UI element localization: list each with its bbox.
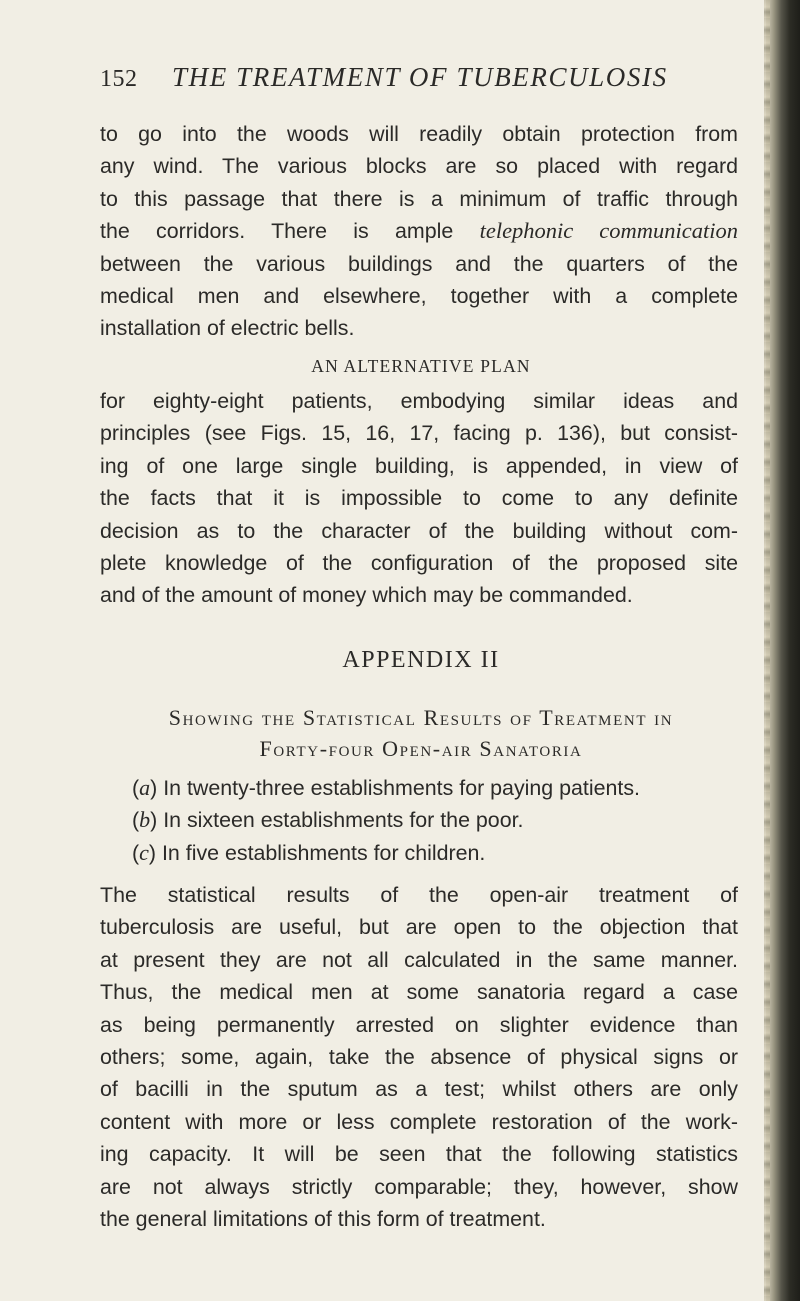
text-line: of bacilli in the sputum as a test; whilst others are only: [100, 1077, 738, 1102]
text-line: to go into the woods will readily obtain protection from: [100, 122, 738, 146]
text-line: to this passage that there is a minimum of traffic through: [100, 186, 738, 211]
text-line: as being permanently arrested on slighter evidence than: [100, 1012, 738, 1037]
text-line: tuberculosis are useful, but are open to the objection that: [100, 915, 738, 940]
section-subheading: AN ALTERNATIVE PLAN: [311, 356, 531, 376]
text-line: are not always strictly comparable; they, however, show: [100, 1174, 738, 1199]
appendix-heading-line: Forty-four Open-air Sanatoria: [259, 736, 583, 761]
list-item: (c) In five establishments for children.: [132, 839, 486, 865]
establishment-list: [132, 772, 738, 869]
appendix-heading-line: Showing the Statistical Results of Treatment in: [168, 705, 674, 730]
page-number: 152: [100, 66, 138, 92]
list-item: (a) In twenty-three establishments for paying patients.: [132, 775, 640, 800]
text-fragment: the corridors. There is ample: [100, 219, 480, 244]
text-line: any wind. The various blocks are so placed with regard: [100, 154, 738, 179]
list-item-letter: a: [139, 775, 151, 800]
paragraph-woods-passage: [100, 118, 738, 345]
list-item-text: In sixteen establishments for the poor.: [163, 808, 524, 833]
text-line: principles (see Figs. 15, 16, 17, facing p. 136), but consist-: [100, 421, 738, 446]
text-line: ing of one large single building, is appended, in view of: [100, 453, 738, 478]
text-line: installation of electric bells.: [100, 316, 355, 341]
list-item-letter: b: [139, 807, 151, 833]
appendix-heading: [100, 702, 742, 764]
text-line: decision as to the character of the building without com-: [100, 518, 738, 543]
text-line: plete knowledge of the configuration of the proposed site: [100, 551, 738, 576]
text-line: at present they are not all calculated in the same manner.: [100, 947, 738, 972]
text-line: between the various buildings and the quarters of the: [100, 251, 738, 276]
text-line: content with more or less complete restoration of the work-: [100, 1109, 738, 1134]
list-item: (b) In sixteen establishments for the poor.: [132, 807, 524, 833]
text-line: others; some, again, take the absence of physical signs or: [100, 1045, 738, 1070]
paragraph-statistical-results: [100, 879, 738, 1235]
text-line: The statistical results of the open-air treatment of: [100, 883, 738, 907]
text-line: the general limitations of this form of treatment.: [100, 1207, 546, 1232]
list-item-letter: c: [139, 839, 149, 865]
list-item-text: In twenty-three establishments for paying patients.: [163, 776, 640, 800]
italic-phrase: telephonic communication: [479, 218, 738, 244]
page-edge-texture: [764, 0, 770, 1301]
text-line: and of the amount of money which may be commanded.: [100, 583, 633, 608]
text-line: Thus, the medical men at some sanatoria regard a case: [100, 980, 738, 1005]
text-line: medical men and elsewhere, together with a complete: [100, 284, 738, 309]
text-line: for eighty-eight patients, embodying similar ideas and: [100, 389, 738, 413]
paragraph-alternative-plan: [100, 385, 738, 612]
running-head: [100, 62, 740, 96]
page-edge-shadow: [766, 0, 800, 1301]
running-title: THE TREATMENT OF TUBERCULOSIS: [172, 62, 668, 92]
text-line: [100, 215, 738, 247]
appendix-title: APPENDIX II: [342, 647, 500, 673]
list-item-text: In five establishments for children.: [161, 840, 486, 865]
text-line: the facts that it is impossible to come to any definite: [100, 486, 738, 511]
text-line: ing capacity. It will be seen that the following statistics: [100, 1142, 738, 1167]
